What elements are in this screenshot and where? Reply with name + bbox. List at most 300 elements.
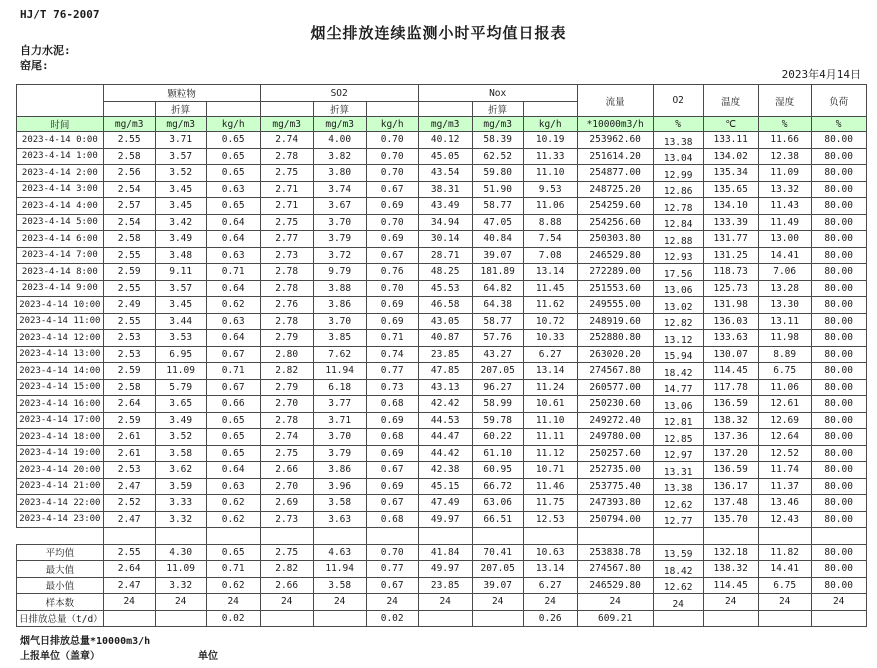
location-label: 窑尾: — [20, 59, 49, 72]
value-cell: 80.00 — [811, 379, 866, 396]
value-cell: 80.00 — [811, 165, 866, 182]
summary-label-cell: 最小值 — [17, 577, 104, 594]
blank-cell — [17, 528, 104, 545]
value-cell: 12.88 — [653, 231, 703, 248]
value-cell: 133.11 — [703, 132, 758, 149]
value-cell: 2.70 — [260, 478, 313, 495]
value-cell: 80.00 — [811, 429, 866, 446]
value-cell: 3.74 — [313, 181, 366, 198]
value-cell: 2.74 — [260, 132, 313, 149]
value-cell: 0.64 — [206, 462, 260, 479]
value-cell: 0.64 — [206, 214, 260, 231]
value-cell: 114.45 — [703, 363, 758, 380]
value-cell: 11.11 — [523, 429, 577, 446]
time-cell: 2023-4-14 12:00 — [17, 330, 104, 347]
value-cell: 272289.00 — [577, 264, 653, 281]
value-cell: 12.43 — [758, 511, 811, 528]
value-cell — [103, 610, 155, 627]
value-cell: 2.66 — [260, 462, 313, 479]
value-cell: 137.48 — [703, 495, 758, 512]
value-cell: 3.52 — [155, 429, 206, 446]
blank-cell — [155, 528, 206, 545]
value-cell: 11.82 — [758, 544, 811, 561]
value-cell: 3.88 — [313, 280, 366, 297]
value-cell: 24 — [155, 594, 206, 611]
value-cell: 132.18 — [703, 544, 758, 561]
value-cell: 2.64 — [103, 396, 155, 413]
value-cell: 11.62 — [523, 297, 577, 314]
value-cell: 12.82 — [653, 313, 703, 330]
value-cell: 49.97 — [418, 561, 472, 578]
value-cell: 2.59 — [103, 264, 155, 281]
value-cell: 46.58 — [418, 297, 472, 314]
value-cell: 45.05 — [418, 148, 472, 165]
value-cell: 58.77 — [472, 313, 523, 330]
converted-label: 折算 — [155, 102, 206, 117]
time-cell: 2023-4-14 18:00 — [17, 429, 104, 446]
time-header-blank — [17, 85, 104, 117]
value-cell: 133.39 — [703, 214, 758, 231]
col-label: 负荷 — [811, 85, 866, 117]
report-date: 2023年4月14日 — [781, 68, 861, 81]
value-cell: 2.76 — [260, 297, 313, 314]
value-cell: 80.00 — [811, 181, 866, 198]
value-cell: 3.45 — [155, 297, 206, 314]
value-cell: 24 — [523, 594, 577, 611]
data-row — [17, 346, 867, 363]
data-row — [17, 247, 867, 264]
value-cell: 137.20 — [703, 445, 758, 462]
value-cell: 3.58 — [313, 495, 366, 512]
value-cell: 251614.20 — [577, 148, 653, 165]
value-cell — [653, 610, 703, 627]
value-cell: 0.71 — [206, 264, 260, 281]
value-cell: 40.84 — [472, 231, 523, 248]
value-cell: 0.65 — [206, 165, 260, 182]
value-cell: 80.00 — [811, 346, 866, 363]
value-cell: 0.63 — [206, 478, 260, 495]
value-cell: 260577.00 — [577, 379, 653, 396]
value-cell: 7.62 — [313, 346, 366, 363]
data-row — [17, 264, 867, 281]
value-cell: 2.82 — [260, 363, 313, 380]
value-cell: 44.42 — [418, 445, 472, 462]
footer-line — [20, 647, 218, 662]
value-cell: 13.06 — [653, 396, 703, 413]
value-cell: 11.37 — [758, 478, 811, 495]
value-cell: 138.32 — [703, 561, 758, 578]
summary-row — [17, 544, 867, 561]
time-cell: 2023-4-14 4:00 — [17, 198, 104, 215]
value-cell: 24 — [313, 594, 366, 611]
value-cell: 609.21 — [577, 610, 653, 627]
value-cell: 0.67 — [206, 379, 260, 396]
value-cell: 0.67 — [366, 577, 418, 594]
value-cell: 252880.80 — [577, 330, 653, 347]
value-cell: 80.00 — [811, 577, 866, 594]
value-cell: 274567.80 — [577, 363, 653, 380]
value-cell: 12.62 — [653, 495, 703, 512]
value-cell — [418, 610, 472, 627]
value-cell: 3.32 — [155, 511, 206, 528]
value-cell: 12.38 — [758, 148, 811, 165]
value-cell: 3.57 — [155, 148, 206, 165]
value-cell: 14.41 — [758, 561, 811, 578]
time-cell: 2023-4-14 11:00 — [17, 313, 104, 330]
value-cell: 136.59 — [703, 396, 758, 413]
value-cell: 0.64 — [206, 280, 260, 297]
value-cell: 250257.60 — [577, 445, 653, 462]
value-cell: 9.53 — [523, 181, 577, 198]
value-cell: 80.00 — [811, 264, 866, 281]
value-cell: 0.62 — [206, 495, 260, 512]
value-cell: 3.45 — [155, 198, 206, 215]
data-row — [17, 231, 867, 248]
value-cell: 133.63 — [703, 330, 758, 347]
value-cell: 131.98 — [703, 297, 758, 314]
data-row — [17, 297, 867, 314]
value-cell: 6.27 — [523, 577, 577, 594]
summary-label-cell: 平均值 — [17, 544, 104, 561]
value-cell: 2.69 — [260, 495, 313, 512]
time-cell: 2023-4-14 6:00 — [17, 231, 104, 248]
value-cell: 24 — [811, 594, 866, 611]
value-cell — [313, 610, 366, 627]
value-cell: 117.78 — [703, 379, 758, 396]
value-cell: 10.61 — [523, 396, 577, 413]
value-cell: 12.53 — [523, 511, 577, 528]
value-cell: 59.80 — [472, 165, 523, 182]
value-cell: 2.79 — [260, 379, 313, 396]
value-cell: 0.26 — [523, 610, 577, 627]
value-cell: 24 — [418, 594, 472, 611]
value-cell: 9.11 — [155, 264, 206, 281]
col-group-label: 颗粒物 — [103, 85, 260, 102]
value-cell: 34.94 — [418, 214, 472, 231]
value-cell: 11.09 — [155, 561, 206, 578]
value-cell: 249780.00 — [577, 429, 653, 446]
time-cell: 2023-4-14 7:00 — [17, 247, 104, 264]
value-cell: 2.59 — [103, 412, 155, 429]
value-cell: 13.38 — [653, 132, 703, 149]
value-cell: 0.70 — [366, 165, 418, 182]
value-cell: 0.62 — [206, 577, 260, 594]
value-cell: 0.69 — [366, 478, 418, 495]
value-cell: 66.51 — [472, 511, 523, 528]
blank-cell — [313, 528, 366, 545]
value-cell: 118.73 — [703, 264, 758, 281]
summary-row — [17, 561, 867, 578]
time-cell: 2023-4-14 14:00 — [17, 363, 104, 380]
value-cell: 0.65 — [206, 445, 260, 462]
value-cell: 80.00 — [811, 363, 866, 380]
value-cell: 41.84 — [418, 544, 472, 561]
value-cell: 136.59 — [703, 462, 758, 479]
value-cell: 49.97 — [418, 511, 472, 528]
value-cell: 13.28 — [758, 280, 811, 297]
value-cell: 0.70 — [366, 214, 418, 231]
value-cell: 247393.80 — [577, 495, 653, 512]
summary-row — [17, 594, 867, 611]
value-cell: 0.02 — [206, 610, 260, 627]
value-cell: 2.55 — [103, 132, 155, 149]
value-cell: 62.52 — [472, 148, 523, 165]
value-cell: 9.79 — [313, 264, 366, 281]
value-cell: 0.63 — [206, 181, 260, 198]
value-cell: 80.00 — [811, 214, 866, 231]
value-cell: 11.09 — [758, 165, 811, 182]
unit-cell: % — [758, 117, 811, 132]
value-cell: 0.70 — [366, 280, 418, 297]
value-cell: 3.80 — [313, 165, 366, 182]
summary-label-cell: 日排放总量（t/d） — [17, 610, 104, 627]
value-cell — [155, 610, 206, 627]
value-cell: 18.42 — [653, 363, 703, 380]
time-cell: 2023-4-14 5:00 — [17, 214, 104, 231]
value-cell: 13.14 — [523, 264, 577, 281]
value-cell: 246529.80 — [577, 247, 653, 264]
value-cell: 2.78 — [260, 313, 313, 330]
value-cell: 2.70 — [260, 396, 313, 413]
value-cell — [811, 610, 866, 627]
value-cell: 0.67 — [366, 181, 418, 198]
value-cell: 45.15 — [418, 478, 472, 495]
value-cell: 61.10 — [472, 445, 523, 462]
value-cell: 60.95 — [472, 462, 523, 479]
value-cell: 2.77 — [260, 231, 313, 248]
company-label: 自力水泥: — [20, 44, 71, 57]
value-cell: 48.25 — [418, 264, 472, 281]
value-cell: 3.58 — [155, 445, 206, 462]
data-row — [17, 363, 867, 380]
value-cell: 42.42 — [418, 396, 472, 413]
value-cell: 80.00 — [811, 511, 866, 528]
unit-cell: ℃ — [703, 117, 758, 132]
value-cell: 13.31 — [653, 462, 703, 479]
value-cell: 13.00 — [758, 231, 811, 248]
data-row — [17, 198, 867, 215]
value-cell: 0.63 — [206, 247, 260, 264]
value-cell: 24 — [366, 594, 418, 611]
value-cell: 10.71 — [523, 462, 577, 479]
value-cell: 13.14 — [523, 561, 577, 578]
value-cell: 58.99 — [472, 396, 523, 413]
value-cell: 2.59 — [103, 363, 155, 380]
value-cell: 3.71 — [313, 412, 366, 429]
value-cell: 2.75 — [260, 165, 313, 182]
value-cell: 12.64 — [758, 429, 811, 446]
value-cell: 3.70 — [313, 429, 366, 446]
value-cell: 0.69 — [366, 231, 418, 248]
summary-row — [17, 610, 867, 627]
value-cell: 3.63 — [313, 511, 366, 528]
value-cell: 80.00 — [811, 313, 866, 330]
value-cell: 58.77 — [472, 198, 523, 215]
value-cell: 80.00 — [811, 561, 866, 578]
blank-cell — [811, 528, 866, 545]
value-cell: 2.53 — [103, 346, 155, 363]
time-cell: 2023-4-14 0:00 — [17, 132, 104, 149]
value-cell: 80.00 — [811, 462, 866, 479]
value-cell: 2.82 — [260, 561, 313, 578]
value-cell: 138.32 — [703, 412, 758, 429]
data-row — [17, 511, 867, 528]
value-cell: 13.30 — [758, 297, 811, 314]
value-cell: 17.56 — [653, 264, 703, 281]
value-cell: 2.54 — [103, 181, 155, 198]
value-cell: 3.59 — [155, 478, 206, 495]
value-cell: 24 — [703, 594, 758, 611]
value-cell: 246529.80 — [577, 577, 653, 594]
value-cell: 135.65 — [703, 181, 758, 198]
value-cell: 131.77 — [703, 231, 758, 248]
unit-cell: mg/m3 — [260, 117, 313, 132]
value-cell: 0.68 — [366, 429, 418, 446]
col-label: 温度 — [703, 85, 758, 117]
value-cell: 125.73 — [703, 280, 758, 297]
value-cell: 4.30 — [155, 544, 206, 561]
data-row — [17, 214, 867, 231]
value-cell: 12.97 — [653, 445, 703, 462]
value-cell: 263020.20 — [577, 346, 653, 363]
spacer-row — [17, 528, 867, 545]
value-cell: 58.39 — [472, 132, 523, 149]
value-cell: 2.47 — [103, 577, 155, 594]
unit-cell: mg/m3 — [472, 117, 523, 132]
col-label: 湿度 — [758, 85, 811, 117]
table-wrapper — [16, 84, 867, 627]
blank-cell — [366, 102, 418, 117]
value-cell: 39.07 — [472, 247, 523, 264]
value-cell: 11.45 — [523, 280, 577, 297]
unit-cell: % — [653, 117, 703, 132]
value-cell: 44.53 — [418, 412, 472, 429]
value-cell — [703, 610, 758, 627]
value-cell: 131.25 — [703, 247, 758, 264]
value-cell: 2.55 — [103, 280, 155, 297]
value-cell: 7.08 — [523, 247, 577, 264]
col-label: O2 — [653, 85, 703, 117]
value-cell: 3.48 — [155, 247, 206, 264]
value-cell: 80.00 — [811, 247, 866, 264]
value-cell: 12.86 — [653, 181, 703, 198]
value-cell: 2.73 — [260, 511, 313, 528]
value-cell: 51.90 — [472, 181, 523, 198]
time-cell: 2023-4-14 8:00 — [17, 264, 104, 281]
value-cell: 3.79 — [313, 445, 366, 462]
value-cell: 0.70 — [366, 132, 418, 149]
blank-cell — [366, 528, 418, 545]
value-cell — [260, 610, 313, 627]
value-cell: 254259.60 — [577, 198, 653, 215]
value-cell: 24 — [758, 594, 811, 611]
value-cell: 0.69 — [366, 198, 418, 215]
value-cell: 40.12 — [418, 132, 472, 149]
unit-cell: mg/m3 — [155, 117, 206, 132]
value-cell: 136.17 — [703, 478, 758, 495]
value-cell: 13.06 — [653, 280, 703, 297]
value-cell: 2.57 — [103, 198, 155, 215]
data-row — [17, 429, 867, 446]
report-unit-label: 上报单位（盖章） — [20, 651, 100, 662]
blank-cell — [523, 102, 577, 117]
unit-label: 单位 — [198, 651, 219, 662]
value-cell: 80.00 — [811, 280, 866, 297]
value-cell: 80.00 — [811, 297, 866, 314]
value-cell: 0.77 — [366, 363, 418, 380]
value-cell: 11.74 — [758, 462, 811, 479]
value-cell: 3.49 — [155, 412, 206, 429]
value-cell: 0.64 — [206, 231, 260, 248]
value-cell: 3.71 — [155, 132, 206, 149]
value-cell: 12.77 — [653, 511, 703, 528]
value-cell: 3.79 — [313, 231, 366, 248]
value-cell: 3.58 — [313, 577, 366, 594]
blank-cell — [577, 528, 653, 545]
value-cell: 13.02 — [653, 297, 703, 314]
value-cell: 10.19 — [523, 132, 577, 149]
report-table — [16, 84, 867, 627]
value-cell — [472, 610, 523, 627]
summary-label-cell: 最大值 — [17, 561, 104, 578]
value-cell: 0.76 — [366, 264, 418, 281]
value-cell: 80.00 — [811, 478, 866, 495]
value-cell: 0.65 — [206, 148, 260, 165]
value-cell: 3.49 — [155, 231, 206, 248]
data-row — [17, 478, 867, 495]
value-cell: 11.10 — [523, 412, 577, 429]
value-cell: 0.02 — [366, 610, 418, 627]
value-cell: 47.49 — [418, 495, 472, 512]
value-cell: 2.78 — [260, 264, 313, 281]
unit-cell: % — [811, 117, 866, 132]
value-cell: 60.22 — [472, 429, 523, 446]
value-cell: 3.33 — [155, 495, 206, 512]
value-cell: 0.65 — [206, 198, 260, 215]
value-cell: 12.62 — [653, 577, 703, 594]
value-cell: 0.66 — [206, 396, 260, 413]
value-cell: 11.06 — [523, 198, 577, 215]
value-cell: 80.00 — [811, 231, 866, 248]
value-cell: 80.00 — [811, 198, 866, 215]
value-cell: 3.86 — [313, 297, 366, 314]
value-cell: 11.94 — [313, 561, 366, 578]
value-cell: 12.93 — [653, 247, 703, 264]
value-cell: 2.75 — [260, 214, 313, 231]
blank-cell — [103, 102, 155, 117]
value-cell: 28.71 — [418, 247, 472, 264]
value-cell: 0.71 — [366, 330, 418, 347]
value-cell: 12.61 — [758, 396, 811, 413]
value-cell: 134.10 — [703, 198, 758, 215]
value-cell: 250794.00 — [577, 511, 653, 528]
blank-cell — [206, 102, 260, 117]
value-cell: 12.52 — [758, 445, 811, 462]
time-cell: 2023-4-14 16:00 — [17, 396, 104, 413]
value-cell: 8.88 — [523, 214, 577, 231]
value-cell: 24 — [206, 594, 260, 611]
data-row — [17, 280, 867, 297]
value-cell: 2.58 — [103, 231, 155, 248]
value-cell: 80.00 — [811, 132, 866, 149]
value-cell: 130.07 — [703, 346, 758, 363]
time-cell: 2023-4-14 13:00 — [17, 346, 104, 363]
value-cell: 80.00 — [811, 412, 866, 429]
unit-cell: kg/h — [366, 117, 418, 132]
unit-cell: mg/m3 — [313, 117, 366, 132]
time-cell: 2023-4-14 3:00 — [17, 181, 104, 198]
value-cell: 43.54 — [418, 165, 472, 182]
